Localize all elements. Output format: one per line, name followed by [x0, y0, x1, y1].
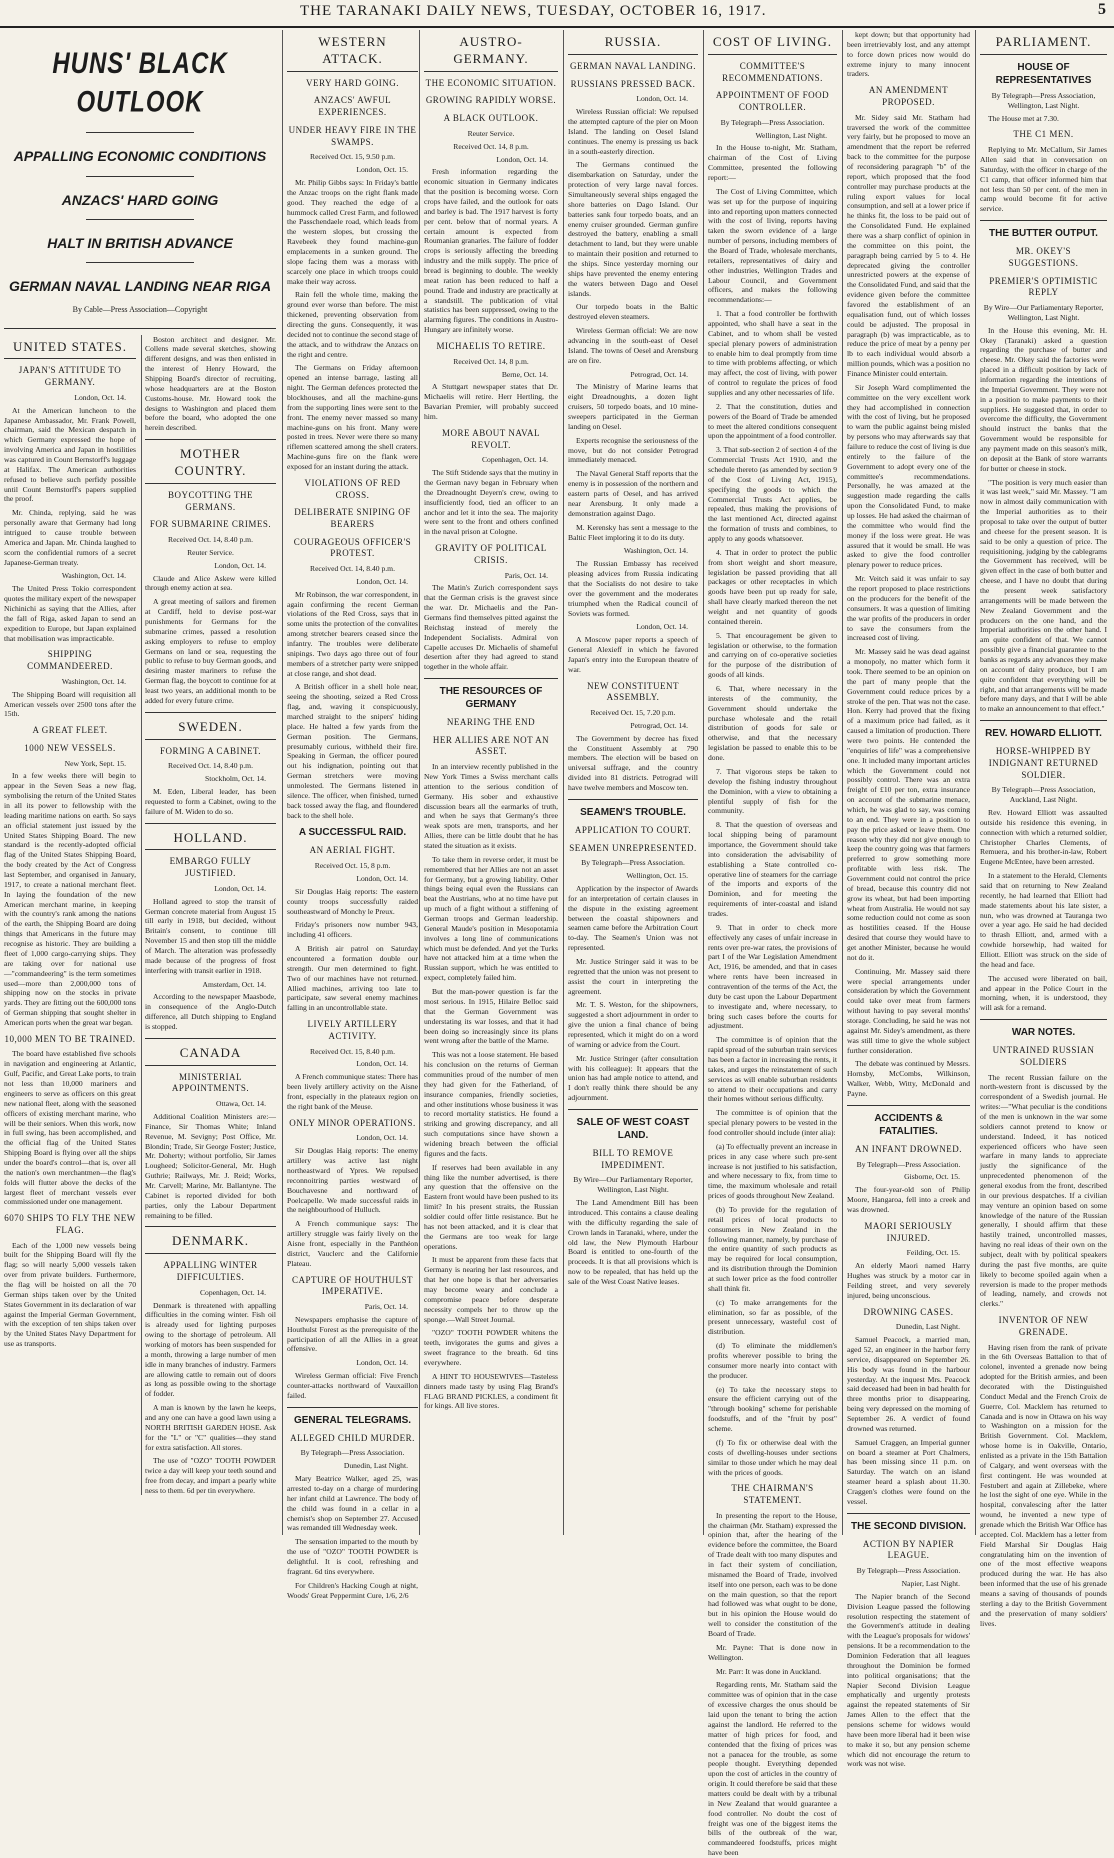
- main-headline: HUNS' BLACK OUTLOOK: [52, 46, 228, 120]
- paragraph: (f) To fix or otherwise deal with the costs of dwelling-houses under sections similar to those under which he may deal with the prices of goods.: [708, 1437, 837, 1477]
- paragraph: In an interview recently published in the New York Times a Swiss merchant calls attention to the serious condition of Germany. His sober and exhaustive discussion bears all the earmarks of truth, and when he says that Germany's three weak spots are men, transports, and her Allies, there can be little doubt that he has stated the situation as it exists.: [424, 762, 558, 851]
- paragraph: 2. That the constitution, duties and powers of the Board of Trade be amended to meet the altered conditions consequent upon the appointment of a food controller.: [708, 401, 837, 441]
- canada-heading: CANADA: [145, 1045, 276, 1066]
- mother-sub: BOYCOTTING THE GERMANS.: [167, 489, 254, 512]
- dateline: New York, Sept. 15.: [64, 758, 126, 768]
- russia-sub: GERMAN NAVAL LANDING.: [569, 60, 697, 71]
- accidents-sub: DROWNING CASES.: [863, 1306, 954, 1317]
- accidents-sub: MAORI SERIOUSLY INJURED.: [864, 1220, 953, 1243]
- mother-column: [141, 335, 276, 1495]
- paragraph: Holland agreed to stop the transit of German concrete material from August 15 till early in 1918, but decided, without Britain's consent, to continue till November 15 and then stop till the middle of March. The alteration was professedly made because of the progress of frost interfering with transit earlier in 1918.: [145, 896, 276, 975]
- paragraph: The Shipping Board will requisition all American vessels over 2500 tons after the 15th.: [4, 689, 136, 719]
- cost-sub: APPOINTMENT OF FOOD CONTROLLER.: [715, 90, 830, 112]
- austro-sub: GROWING RAPIDLY WORSE.: [425, 95, 557, 106]
- page-number: 5: [1098, 1, 1106, 18]
- paragraph: Wireless German official: Five French counter-attacks northward of Vauxaillon failed.: [287, 1371, 418, 1400]
- cost-sub: COMMITTEE'S RECOMMENDATIONS.: [722, 60, 823, 83]
- sweden-sub: FORMING A CABINET.: [159, 745, 262, 756]
- parliament-sub: PREMIER'S OPTIMISTIC REPLY: [989, 275, 1098, 298]
- accidents-sub: ACTION BY NAPIER LEAGUE.: [862, 1538, 955, 1561]
- elliott-heading: REV. HOWARD ELLIOTT.: [985, 728, 1102, 740]
- paragraph: A British air patrol on Saturday encountered a formation double our strength. Our men determined to fight. Two of our machines have not returned. Allied machines, arriving too late to participate, saw several enemy machines falling in an uncontrollable state.: [287, 944, 418, 1013]
- paragraph: Continuing, Mr. Massey said there were special arrangements under consideration by which the Government could take over meat from farmers without having to pay several months' storage. Concluding, he said he was not against Mr. Sidey's amendment, as there was still time to give the whole subject further consideration.: [847, 966, 970, 1055]
- advert-ozo: The sensation imparted to the mouth by the use of "OZO" TOOTH POWDER is delightful. It is cool, refreshing and fragrant. 6d tins everywhere.: [287, 1537, 418, 1576]
- received-line: Received Oct. 15, 7.20 p.m.: [590, 708, 676, 718]
- austro-sub: GRAVITY OF POLITICAL CRISIS.: [435, 543, 547, 565]
- paragraph: It must be apparent from these facts that Germany is nearing her last resources, and that her one hope is that her adversaries may become weary and conclude a compromise peace before desperate necessity compels her to throw up the sponge.—Wall Street Journal.: [424, 1255, 558, 1324]
- dateline: Napier, Last Night.: [901, 1578, 960, 1588]
- resources-heading: THE RESOURCES OF GERMANY: [439, 686, 543, 711]
- dateline: Wellington, Last Night.: [755, 130, 827, 140]
- paragraph: The committee is of opinion that the rapid spread of the suburban train services has been a factor in increasing the rents, it takes, and urges the reinstatement of such services as will enable suburban residents to attend to their occupations and carry their homes without serious difficulty.: [708, 1035, 837, 1104]
- dateline: Gisborne, Oct. 15.: [904, 1172, 960, 1182]
- advert-garden-hose: A man is known by the lawn he keeps, and any one can have a good lawn using a NORTH BRITISH GARDEN HOSE. Ask for the "L" or "C" qualities—they stand for extra satisfaction. All stores.: [145, 1403, 276, 1452]
- dateline: London, Oct. 14.: [356, 1358, 408, 1368]
- paragraph: The four-year-old son of Philip Moore, Hangaroa, fell into a creek and was drowned.: [847, 1185, 970, 1215]
- paragraph: kept down; but that opportunity had been irretrievably lost, and any attempt to force down prices now would do extreme injury to many innocent traders.: [847, 30, 970, 79]
- dateline: Paris, Oct. 14.: [364, 1301, 408, 1311]
- received-line: Received Oct. 15, 8 p.m.: [314, 861, 391, 871]
- paragraph: If reserves had been available in any thing like the number advertised, is there any question that the offensive on the Eastern front would have been pushed to its limit? In his present straits, the Russian soldier could offer little resistance. But he has not been attacked, and it is clear that the Germans are too weak for large operations.: [424, 1162, 558, 1251]
- us-column: [4, 335, 136, 1495]
- russia-sub: RUSSIANS PRESSED BACK.: [570, 78, 696, 89]
- paragraph: Mary Beatrice Walker, aged 25, was arrested to-day on a charge of murdering her infant child at Lawrence. The body of the child was found in a cellar in a chemist's shop on September 27. Accused was remanded till Wednesday week.: [287, 1474, 418, 1533]
- paragraph: 8. That the question of overseas and local shipping being of paramount importance, the Government should take into consideration the advisability of establishing a State controlled co-operative line of steamers for the carriage of the imports and exports of the Dominion, and for meeting the requirements of inter-coastal and island trades.: [708, 820, 837, 918]
- house-heading: HOUSE OF REPRESENTATIVES: [995, 61, 1092, 86]
- dateline: London, Oct. 14.: [74, 392, 126, 402]
- general-telegrams-heading: GENERAL TELEGRAMS.: [293, 1414, 412, 1426]
- paragraph: Mr. Philip Gibbs says: In Friday's battle the Anzac troops on the right flank made good. They reached the edge of a hummock called Crest Farm, and followed the Passchendaele road, which leads from the western slopes, but crossing the Ravebeek they found machine-gun emplacements in a sunken ground. The slope facing them was a morass with scarcely one place in which troops could make their way across.: [287, 177, 418, 286]
- paragraph: Samuel Peacock, a married man, aged 52, an engineer in the harbor ferry service, disappeared on September 26. His body was found in the harbour yesterday. At the inquest Mrs. Peacock said deceased had been in bad health for three months prior to disappearing, being very depressed on the morning of September 26. A verdict of found drowned was returned.: [847, 1335, 970, 1433]
- us-sub-fleet: A GREAT FLEET.: [32, 725, 108, 736]
- paragraph: 9. That in order to check more effectively any cases of unfair increase in rents over pre-war rates, the provisions of part I of the War Legislation Amendment Act, 1916, be amended, and that in cases where rents have been increased in contravention of the terms of the Act, the duty be cast upon the Labour Department to investigate and, where necessary, to bring such cases before the courts for adjustment.: [708, 922, 837, 1031]
- paragraph: Having risen from the rank of private in the 6th Overseas Battalion to that of colonel, invented a grenade now being adopted for the British armies, and been decorated with the Distinguished Conduct Medal and the French Croix de Guerre, Col. Macklem has returned to Canada and is now in Ottawa on his way to Washington on a mission for the British Government. Col. Macklem, whose home is in Oakville, Ontario, enlisted as a private in the 15th Battalion of Calgary, and went overseas with the first contingent. He was wounded at Festubert and again at Zillebeke, where he lost the sight of one eye. While in the hospital, convalescing after the latter wound, he invented a new type of grenade which the British War Office has accepted. Col. Macklem has a letter from Field Marshal Sir Douglas Haig congratulating him on the invention of one of the most effective weapons produced during the war. He has also been informed that the use of his grenade means a saving of thousands of pounds sterling a day to the British Government and the preservation of many soldiers' lives.: [980, 1342, 1107, 1628]
- credit-line: By Telegraph—Press Association, Auckland, Last Night.: [991, 785, 1096, 805]
- dateline: London, Oct. 14.: [214, 560, 266, 570]
- parliament-sub: MR. OKEY'S SUGGESTIONS.: [1008, 246, 1079, 268]
- dateline: London, Oct. 14.: [356, 874, 408, 884]
- paragraph: The committee is of opinion that the special plenary powers to be vested in the food controller should include (inter alia):: [708, 1108, 837, 1137]
- received-line: Received Oct. 15, 8.40 p.m.: [310, 1046, 395, 1056]
- western-sub: VIOLATIONS OF RED CROSS.: [304, 477, 401, 500]
- western-sub: VERY HARD GOING.: [306, 77, 399, 88]
- cost-sub: THE CHAIRMAN'S STATEMENT.: [731, 1483, 814, 1506]
- seamen-sub: APPLICATION TO COURT.: [574, 824, 692, 835]
- credit-line: By Telegraph—Press Association.: [720, 117, 825, 127]
- dateline: Wellington, Oct. 15.: [626, 871, 688, 881]
- paragraph: The Cost of Living Committee, which was set up for the purpose of inquiring into and reporting upon matters connected with the cost of living, reports having taken the sworn evidence of a large number of persons, including members of the Board of Trade, wholesale merchants, retailers, representatives of dairy and other industries, Wellington Trades and Labour Council, and Government officers, and makes the following recommendations:—: [708, 186, 837, 305]
- credit-line: By Wire—Our Parliamentary Reporter, Wellington, Last Night.: [573, 1175, 693, 1195]
- raid-heading: A SUCCESSFUL RAID.: [298, 827, 407, 839]
- masthead: [0, 0, 1114, 28]
- paragraph: A French communique states: There has been lively artillery activity on the Aisne front, especially in the plateaux region on the right bank of the Meuse.: [287, 1072, 418, 1111]
- paragraph: The Matin's Zurich correspondent says that the German crisis is the gravest since the war. Dr. Michaelis and the Pan-Germans find themselves pitted against the Reichstag instead of merely the Independent Socialists. Admiral von Capelle accuses Dr. Michaelis of shameful desertion after they had agreed to stand together in the whole affair.: [424, 583, 558, 672]
- paragraph: Mr. Chinda, replying, said he was personally aware that Germany had long intrigued to cause trouble between America and Japan. Mr. Chinda laughed to scorn the confidential rumors of a secret Japanese-German treaty.: [4, 508, 136, 567]
- paragraph: In a statement to the Herald, Clements said that on returning to New Zealand recently, he had learned that Elliott had made statements about his late sister, a nun, who was drowned at Tauranga two over a year ago. He said he had decided to thrash Elliott, and, armed with a cowhide horsewhip, had waited for Elliott. Elliott was struck on the side of the head and face.: [980, 871, 1107, 969]
- paragraph: This was not a loose statement. He based his conclusion on the returns of German communities proud of the number of men they had given for the Fatherland, of insurance companies, friendly societies, and other institutions whose business it was to record mortality statistics. He found a striking and growing discrepancy, and all such computations since have shown a widening breach between the official figures and the facts.: [424, 1050, 558, 1158]
- paragraph: "The position is very much easier than it was last week," said Mr. Massey. "I am now in almost daily communication with the Imperial authorities as to their proposal to take over the output of butter and cheese for the present season. It is said to be only a question of price. The requisitioning, judging by the cablegrams the Government has received, will be given effect in the case of both butter and cheese, and I have no doubt that during the present week satisfactory arrangements will be made between the New Zealand Government and the producers on the one hand, and the Imperial authorities on the other hand. I am quite confident of that. We cannot possibly give a financial guarantee to the banks as regards any advances they make on account of dairy produce, but I am quite confident that everything will be right, and that arrangements will be made before many days, and that I will be able to make an announcement to that effect.": [980, 477, 1107, 714]
- received-line: Received Oct. 14, 8.40 p.m.: [310, 563, 395, 573]
- paragraph: Mr Robinson, the war correspondent, in again confirming the recent German violations of the Red Cross, says that in some units the protection of the convalites among stretcher bearers ceased since the infantry. The troubles were deliberate snipings. Two days ago three out of four members of a stretcher party were snipped at close range, and shot dead.: [287, 589, 418, 678]
- dateline: Petrograd, Oct. 14.: [630, 369, 688, 379]
- paragraph: 4. That in order to protect the public from short weight and short measure, legislation be passed providing that all packages or other receptacles in which goods have been put up ready for sale, shall have clearly marked thereon the net weight and net quantity of goods contained therein.: [708, 547, 837, 626]
- russia-sub: NEW CONSTITUENT ASSEMBLY.: [586, 680, 680, 703]
- paragraph: Rev. Howard Elliott was assaulted outside his residence this evening, in connection with which a returned soldier, Christopher Charles Clements, of Remuera, and his brother-in-law, Robert Eugene McEntee, have been arrested.: [980, 807, 1107, 867]
- austro-sub: A BLACK OUTLOOK.: [443, 113, 539, 124]
- paragraph: The United Press Tokio correspondent quotes the military expert of the newspaper Nichinichi as saying that the Allies, after the fall of Riga, asked Japan to send an expedition to Europe, but Japan explained that mobilisation was impracticable.: [4, 584, 136, 643]
- dateline: Dunedin, Last Night.: [895, 1322, 960, 1332]
- dateline: London, Oct. 14.: [214, 883, 266, 893]
- paragraph: Experts recognise the seriousness of the move, but do not consider Petrograd immediately menaced.: [568, 435, 698, 465]
- holland-sub: EMBARGO FULLY JUSTIFIED.: [169, 856, 252, 879]
- paragraph: The board have established five schools in navigation and engineering at Atlantic, Gulf, Pacific, and Great Lake ports, to train not less than 10,000 mariners and engineers to serve as officers on this great new national fleet, along with the seasoned officers of existing merchant marine, who will be their seniors. When this work, now in full swing, has been accomplished, and the official flag of the United States Shipping Board is flying over all the ships under the board's control—that is, over all the nation's own merchantmen—the flag's folds will flutter above the decks of the largest fleet of merchant vessels ever commissioned under one management.: [4, 1049, 137, 1207]
- paragraph: (e) To take the necessary steps to ensure the efficient carrying out of the "through booking" scheme for perishable foodstuffs, and of the "fruit by post" scheme.: [708, 1384, 837, 1434]
- dateline: London, Oct. 14.: [636, 94, 688, 104]
- paragraph: Wireless German official: We are now advancing in the south-east of Oesel Island. The towns of Oesel and Arensburg are on fire.: [568, 326, 698, 365]
- western-heading: WESTERN ATTACK.: [287, 34, 418, 72]
- dateline: London, Oct. 14.: [356, 1133, 408, 1143]
- paragraph: The Ministry of Marine learns that eight Dreadnoughts, a dozen light cruisers, 50 torpedo boats, and 10 mine-sweepers participated in the German landing on Oesel.: [568, 382, 698, 431]
- austro-sub: NEARING THE END: [446, 717, 536, 728]
- paragraph: The Naval General Staff reports that the enemy is in possession of the northern and eastern parts of Oesel, and has arrived near Arensburg. It only made a demonstration against Dago.: [568, 469, 698, 518]
- western-sub: LIVELY ARTILLERY ACTIVITY.: [307, 1019, 398, 1041]
- amendment-sub: AN AMENDMENT PROPOSED.: [868, 85, 949, 107]
- sweden-heading: SWEDEN.: [145, 719, 276, 740]
- paragraph: Mr. Justice Stringer (after consultation with his colleague): It appears that the union has had ample notice to attend, and I don't really think there should be any adjournment.: [568, 1053, 698, 1103]
- parliament-sub: INVENTOR OF NEW GRENADE.: [998, 1315, 1089, 1337]
- paragraph: Claude and Alice Askew were killed through enemy action at sea.: [145, 573, 276, 593]
- russia-column: [563, 30, 702, 1535]
- western-sub: UNDER HEAVY FIRE IN THE SWAMPS.: [288, 124, 417, 147]
- accidents-heading: ACCIDENTS & FATALITIES.: [874, 1112, 943, 1137]
- paragraph: Application by the inspector of Awards for an interpretation of certain clauses in the dispute in the existing agreement between the coastal shipowners and seamen came before the Arbitration Court to-day. The Seamen's Union was not represented.: [568, 884, 698, 953]
- paragraph: The accused were liberated on bail, and appear in the Police Court in the morning, when, it is understood, they will ask for a remand.: [980, 973, 1107, 1013]
- parliament-sub: HORSE-WHIPPED BY INDIGNANT RETURNED SOLDIER.: [988, 746, 1099, 780]
- western-sub: CAPTURE OF HOUTHULST IMPERATIVE.: [291, 1274, 413, 1297]
- paragraph: 6. That, where necessary in the interests of the community, the Government should undertake the purchase wholesale and the retail distribution of goods for sale or otherwise, and that the necessary legislation be passed to enable this to be done.: [708, 684, 837, 763]
- cable-credit: By Cable—Press Association—Copyright: [72, 305, 208, 315]
- received-line: Received Oct. 14, 8 p.m.: [453, 356, 529, 366]
- us-heading: UNITED STATES.: [4, 339, 136, 360]
- paragraph: In the House this evening, Mr. H. Okey (Taranaki) asked a question regarding the purchase of butter and cheese. Mr. Okey said the factories were placed in a difficult position by lack of information regarding the intentions of the Imperial Government. They were not in a position to make payments to their suppliers. He suggested that, in order to overcome the difficulty, the Government should instruct the banks that the Government would be responsible for any payment made on this season's milk, on deposit at the Bank of store warrants for butter or cheese in stock.: [980, 325, 1107, 473]
- us-sub-vessels: 1000 NEW VESSELS.: [24, 742, 116, 753]
- paragraph: In presenting the report to the House, the chairman (Mr. Statham) expressed the opinion that, after the hearing of the evidence before the committee, the Board of Trade dealt with too many disputes and in fact their system of conciliation, misnamed the Board of Trade, involved itself into one person, each was to be done on the main question, so that the report had followed was what ought to be done, but in his opinion the House would do well to consider the constitution of the Board of Trade.: [708, 1510, 837, 1639]
- masthead-title: THE TARANAKI DAILY NEWS, TUESDAY, OCTOBER 16, 1917.: [300, 3, 767, 19]
- butter-heading: THE BUTTER OUTPUT.: [989, 228, 1098, 240]
- paragraph: Friday's prisoners now number 943, including 41 officers.: [287, 920, 418, 940]
- paragraph: The Stift Stidende says that the mutiny in the German navy began in February when the Dreadnought Deyern's crew, owing to insufficiently food, tied an officer to an anchor and let it into the sea. The majority were sent to the front and others confined in the naval prison at Cologne.: [424, 468, 558, 537]
- credit-line: By Telegraph—Press Association.: [856, 1566, 961, 1576]
- dateline: London, Oct. 14.: [356, 576, 408, 586]
- mother-sub2: FOR SUBMARINE CRIMES.: [149, 519, 272, 530]
- austro-sub: THE ECONOMIC SITUATION.: [425, 77, 557, 88]
- paragraph: (a) To effectually prevent an increase in prices in any case where such pre-sent increase is not justified to his satisfaction, and where necessary to fix, from time to time, the maximum wholesale and retail prices of goods throughout New Zealand.: [708, 1141, 837, 1201]
- paragraph: Our torpedo boats in the Baltic destroyed eleven steamers.: [568, 302, 698, 322]
- austro-heading: AUSTRO-GERMANY.: [424, 34, 558, 72]
- paragraph: M. Eden, Liberal leader, has been requested to form a Cabinet, owing to the failure of M. Widen to do so.: [145, 787, 276, 816]
- us-sub-men: 10,000 MEN TO BE TRAINED.: [4, 1033, 136, 1044]
- paragraph: The House met at 7.30.: [988, 113, 1059, 123]
- paragraph: Denmark is threatened with appalling difficulties in the coming winter. Fish oil is already used for lighting purposes owing to the shortage of petroleum. All working of motors has been suspended for a month, throwing a large number of men idle in many branches of industry. Farmers are allowing cattle to remain out of doors as long as possible owing to the shortage of fodder.: [145, 1300, 276, 1399]
- dateline: Copenhagen, Oct. 14.: [199, 1287, 266, 1297]
- deck-naval: GERMAN NAVAL LANDING NEAR RIGA: [8, 277, 272, 294]
- paragraph: Mr. Sidey said Mr. Statham had traversed the work of the committee very fairly, but he proposed to move an amendment that the report be referred back to the committee for the purpose of reconsidering paragraph "b" of the report, which proposed that the food controller may purchase products at the ruling export values for local consumption, and sell at a lower price if he thinks fit, the loss to be paid out of the Consolidated Fund. He explained there was a sharp conflict of opinion in the committee on this point, the paragraph being carried by 5 to 4. He deprecated giving the controller unrestricted powers at the expense of the Consolidated Fund, and said that the evidence given before the committee favored the establishment of an equalisation fund, out of which losses could be adjusted. The proposal in paragraph (b) was impracticable, as to reduce the price of meat by a penny per lb to each individual would absorb a million pounds, which was a position no Finance Minister could entertain.: [847, 112, 970, 379]
- paragraph: M. Kerensky has sent a message to the Baltic Fleet imploring it to do its duty.: [568, 522, 698, 542]
- paragraph: To take them in reverse order, it must be remembered that her Allies are not an asset for Germany, but a growing liability. Other things being equal even the Russians can beat the Austrians, who at no time have put up much of a fight without a stiffening of German troops and German leadership. General Maude's position in Mesopotamia involves a long line of communications which must be defended. And yet the Turks have not attacked him at a time when the Russian support, which he was entitled to expect, completely failed him.: [424, 854, 558, 983]
- paragraph: Mr. Veitch said it was unfair to say the report proposed to place restrictions on the producers for the benefit of the consumers. It was a question of limiting the war profits of the producers in order to save the consumers from the increased cost of living.: [847, 574, 970, 643]
- us-sub-flag: 6070 SHIPS TO FLY THE NEW FLAG.: [4, 1213, 136, 1235]
- paragraph: Each of the 1,000 new vessels being built for the Shipping Board will fly the flag; so will nearly 5,000 vessels taken over from private builders. Furthermore, the flag will be hoisted on all the 70 German ships taken over by the United States Government in its declaration of war against the Imperial German Government, with the exception of ten ships taken over by the United States Navy Department for use as transports.: [4, 1240, 137, 1349]
- paragraph: Boston architect and designer. Mr. Collens made several sketches, showing different designs, and was then enlisted in the interest of Henry Howard, the Shipping Board's director of recruiting, whose headquarters are at the Boston Customs-house. Mr. Howard took the designs to Washington and placed them before the board, who adopted the one herein described.: [145, 334, 276, 433]
- dateline: Amsterdam, Oct. 14.: [202, 979, 266, 989]
- deck-economic: APPALLING ECONOMIC CONDITIONS: [13, 148, 267, 165]
- credit-line: By Telegraph—Press Association.: [856, 1159, 961, 1169]
- paragraph: Samuel Craggen, an Imperial gunner on board a steamer at Port Chalmers, has been missing since 11 p.m. on Saturday. The watch on an island steamer heard a splash about 11.30. Craggen's clothes were found on the vessel.: [847, 1437, 970, 1506]
- general-sub: ALLEGED CHILD MURDER.: [290, 1432, 415, 1443]
- canada-sub: MINISTERIAL APPOINTMENTS.: [171, 1071, 250, 1094]
- paragraph: A French communique says: The artillery struggle was fairly lively on the Aisne front, especially in the Panthéon district, Vauclerc and the Californie Plateau.: [287, 1219, 418, 1268]
- paragraph: (c) To make arrangements for the elimination, so far as possible, of the present unnecessary, wasteful cost of distribution.: [708, 1297, 837, 1337]
- holland-heading: HOLLAND.: [145, 830, 276, 851]
- austro-sub: MICHAELIS TO RETIRE.: [436, 341, 546, 352]
- denmark-heading: DENMARK.: [145, 1233, 276, 1254]
- paragraph: According to the newspaper Maasbode, in consequence of the Anglo-Dutch difference, all Dutch shipping to England is stopped.: [145, 992, 276, 1032]
- paragraph: The Germans continued the disembarkation on Saturday, under the protection of very large naval forces. Simultaneously several ships engaged the shore batteries on Dago Island. Our batteries sank four torpedo boats, and an enemy cruiser grounded. German gunfire destroyed the battery, enabling a small detachment to land, but they were unable to maintain their position and returned to the ships. Since yesterday morning our ships have prevented the enemy entering the waters between Dago and Oesel islands.: [568, 160, 698, 298]
- advert-pickles: A HINT TO HOUSEWIVES—Tasteless dinners made tasty by using Flag Brand's FLAG BRAND PICKLES, a condiment fit for kings. All live stores.: [424, 1371, 558, 1411]
- received-line: Received Oct. 14, 8.40 p.m.: [168, 761, 253, 771]
- paragraph: Sir Joseph Ward complimented the committee on the very excellent work they had accomplished in connection with the cost of living, but he proposed to warn the public against being misled by persons who may afterwards say that failure to reduce the cost of living is due entirely to the failure of the Government to adopt every one of the committee's recommendations. Personally, he was amazed at the suggestion made regarding the calls upon the Consolidated Fund, to make up losses. He had asked the chairman of the committee who would find the money if the loss were great. He was assured that it would be small. He was asked to give the food controller plenary power to reduce prices.: [847, 382, 970, 570]
- western-column: [282, 30, 418, 1600]
- paragraph: The Napier branch of the Second Division League passed the following resolution respecting the statement of the Government's attitude in dealing with the League's proposals for widows' pensions. It be a recommendation to the Dominion Federation that all leagues throughout the Dominion be formed into political organisations; that the Napier Second Division League emphatically and urgently protests against the repeated statements of Sir James Allen to the effect that the pensions scheme for widows would have been more liberal had it been wise to make it so, but any pension scheme which did not encourage the return to work was not wise.: [847, 1591, 970, 1769]
- western-sub: COURAGEOUS OFFICER'S PROTEST.: [293, 536, 412, 559]
- us-sub-japan: JAPAN'S ATTITUDE TO GERMANY.: [18, 365, 122, 388]
- paragraph: Mr. T. S. Weston, for the shipowners, suggested a short adjournment in order to give the union a final chance of being represented, which it might do on a word of warning or advice from the Court.: [568, 1000, 698, 1049]
- paragraph: But the man-power question is far the most serious. In 1915, Hilaire Belloc said that the German Government was understating its war losses, and that it had been doing so increasingly since its plans went wrong after the battle of the Marne.: [424, 987, 558, 1046]
- western-sub: AN AERIAL FIGHT.: [309, 845, 396, 856]
- dateline: London, Oct. 15.: [356, 165, 408, 175]
- austro-column: [419, 30, 562, 1535]
- received-line: Received Oct. 14, 8.40 p.m.: [168, 534, 253, 544]
- dateline: London, Oct. 14.: [496, 154, 548, 164]
- paragraph: Fresh information regarding the economic situation in Germany indicates that the position is becoming worse. Corn crops have failed, and the outlook for oats and barley is bad. The 1917 harvest is forty per cent. below that of normal years. A certain amount is expected from Roumanian granaries. The failure of fodder crops is seriously affecting the breeding industry and the milk supply. The price of bread is beginning to double. The weekly meat ration has been reduced to half a pound. Trade and industry are practically at a standstill. The publication of vital statistics has been suppressed, owing to the alarming figures. The conditions in Austro-Hungary are infinitely worse.: [424, 167, 558, 335]
- paragraph: Rain fell the whole time, making the ground ever worse than before. The mist thickened, preventing observation from directing the guns. Consequently, it was decided not to continue the second stage of the attack, and to withdraw the Anzacs on the right and centre.: [287, 290, 418, 359]
- dateline: Feilding, Oct. 15.: [906, 1248, 960, 1258]
- parliament-sub: UNTRAINED RUSSIAN SOLDIERS: [992, 1045, 1095, 1067]
- paragraph: A Stuttgart newspaper states that Dr. Michaelis will retire. Herr Hertling, the Bavarian Premier, will probably succeed him.: [424, 382, 558, 422]
- dateline: Washington, Oct. 14.: [61, 571, 126, 581]
- parliament-heading: PARLIAMENT.: [980, 34, 1107, 55]
- austro-sub: MORE ABOUT NAVAL REVOLT.: [441, 427, 541, 450]
- paragraph: Regarding rents, Mr. Statham said the committee was of opinion that in the case of excessive charges the onus should be laid upon the tenant to bring the action against the landlord. He referred to the matter of high prices for food, and contended that the fixing of prices was not a panacea for the trouble, as some people thought. Everything depended upon the cost of articles in the country of origin. It could therefore be said that these matters could be dealt with by a tribunal in New Zealand that would guarantee a food controller. No doubt the cost of freight was one of the biggest items the bills of the outbreak of the war, commandeered foodstuffs, prices might have been: [708, 1680, 837, 1858]
- paragraph: The Germans on Friday afternoon opened an intense barrage, lasting all night. The German defences protected the blockhouses, and all the machine-guns from the supporting lines were sent to the front. The enemy never massed so many machine-guns on his front. Many were posted in trees. Never were there so many riflemen scattered among the shell craters. Machine-guns fire on the flank were exposed for an instant during the attack.: [287, 363, 418, 471]
- cost-heading: COST OF LIVING.: [708, 34, 837, 55]
- received-line: Received Oct. 14, 8 p.m.: [453, 141, 529, 151]
- parliament-sub: THE C1 MEN.: [1013, 129, 1074, 140]
- western-sub: ANZACS' AWFUL EXPERIENCES.: [313, 95, 392, 118]
- paragraph: 1. That a food controller be forthwith appointed, who shall have a seat in the Cabinet, and to whom shall be vested special plenary powers of administration to enable him to deal promptly from time to time with problems affecting, or which may affect, the cost of living, with power of control to regulate the prices of food supplies and any other necessaries of life.: [708, 309, 837, 397]
- advert-ozo: "OZO" TOOTH POWDER whitens the teeth, invigorates the gums and gives a sweet fragrance to the breath. 6d tins everywhere.: [424, 1328, 558, 1367]
- paragraph: In the House to-night, Mr. Statham, chairman of the Cost of Living Committee, presented the following report:—: [708, 143, 837, 182]
- second-division-heading: THE SECOND DIVISION.: [850, 1520, 966, 1532]
- paragraph: An elderly Maori named Harry Hughes was struck by a motor car in Feilding street, and very severely injured, being unconscious.: [847, 1261, 970, 1300]
- paragraph: Mr. Parr: It was done in Auckland.: [716, 1666, 822, 1676]
- us-sub-shipping: SHIPPING COMMANDEERED.: [27, 649, 113, 672]
- dateline: Copenhagen, Oct. 14.: [481, 455, 548, 465]
- paragraph: At the American luncheon to the Japanese Ambassador, Mr. Frank Powell, chairman, said the Mexican despatch in which Germany expressed the hope of involving America and Japan in hostilities was captured in Count Bernstorff's luggage at Halifax. The American authorities refused to believe such perfidy possible until Count Bernstorff's papers supplied the proof.: [4, 405, 136, 504]
- paragraph: Sir Douglas Haig reports: The enemy artillery was active last night northeastward of Ypres. We repulsed reconnoitring parties westward of Bouchavesne and northward of Poelcapelle. We made successful raids in the neighbourhood of Hulluch.: [287, 1146, 418, 1215]
- service-line: Reuter Service.: [187, 547, 234, 557]
- paragraph: 3. That sub-section 2 of section 4 of the Commercial Trusts Act 1910, and the schedule thereto (as amended by section 9 of the Cost of Living Act, 1915), specifying the goods to which the Commercial Trusts Act applies, be repealed, thus making the provisions of the last mentioned Act, directed against the formation of trusts and combines, to apply to any goods whatsoever.: [708, 445, 837, 544]
- seamen-sub: SEAMEN UNREPRESENTED.: [569, 842, 697, 853]
- credit-line: By Telegraph—Press Association.: [581, 858, 685, 868]
- dateline: Stockholm, Oct. 14.: [205, 774, 266, 784]
- paragraph: Mr. Justice Stringer said it was to be regretted that the union was not present to assist the court in interpreting the agreement.: [568, 957, 698, 996]
- dateline: London, Oct. 14.: [636, 622, 688, 632]
- advert-cough: For Children's Hacking Cough at night, Woods' Great Peppermint Cure, 1/6, 2/6: [287, 1580, 418, 1600]
- accidents-column: [842, 30, 974, 1769]
- service-line: Reuter Service.: [467, 128, 515, 138]
- paragraph: The Government by decree has fixed the Constituent Assembly at 790 members. The election will be based on universal suffrage, and the country divided into 81 districts. Petrograd will have twelve members and Moscow ten.: [568, 733, 698, 793]
- paragraph: Additional Coalition Ministers are:—Finance, Sir Thomas White; Inland Revenue, M. Sevigny; Post Office, Mr. Blondin; Trade, Sir George Foster; Justice, Mr. Doherty; without portfolio, Sir James Lougheed; Solicitor-General, Mr. Hugh Guthrie; Railways, Mr. J. Reid; Works, Mr. Carvell; Marine, Mr. Ballantyne. The Cabinet is reported divided for both parties, only the Labour Department remaining to be filled.: [145, 1112, 276, 1220]
- paragraph: The Land Amendment Bill has been introduced. This contains a clause dealing with the difficulty regarding the sale of Crown lands in Taranaki, where, under the old law, the New Plymouth Harbour Board is entitled to one-fourth of the proceeds. It is that all provisions which is now to be repealed, that has held up the sale of the West Coast Native leases.: [568, 1198, 698, 1287]
- deck-halt: HALT IN BRITISH ADVANCE: [47, 234, 233, 251]
- cost-column: [703, 30, 841, 1858]
- credit-line: By Telegraph—Press Association.: [300, 1448, 405, 1458]
- paragraph: In a few weeks there will begin to appear in the Seven Seas a new flag, symbolising the return of the United States in all its power to fellowship with the leading maritime nations on earth. So says an official statement just issued by the United States Shipping Board. The new standard is the recently-adopted official flag of the United States Shipping Board, the body created by the Act of Congress last September, and organised in January, 1917, to create a national merchant fleet. In laying the foundation of the new American merchant marine, in keeping with the country's rank among the nations of the earth, the Shipping Board are doing things that Americans in the future may recognise as historic. They are building a fleet of 1,000 cargo-carrying ships. They are taking over for national use—"commandeering" is the term sometimes used—more than 2,000,000 tons of shipping now on the stocks in private yards. They are fitting out the 600,000 tons of German shipping that sought shelter in American ports when the great war began.: [4, 771, 136, 1027]
- deck-anzacs: ANZACS' HARD GOING: [61, 191, 219, 208]
- paragraph: A great meeting of sailors and firemen at Cardiff, held to devise post-war punishments for Germans for the submarine crimes, passed a resolution asking employers to refuse to employ Germans on land or sea, requesting the public to refuse to buy German goods, and desiring master mariners to refuse the German flag, the boycott to continue for at least two years, an additional month to be added for every future crime.: [145, 597, 276, 705]
- seamen-heading: SEAMEN'S TROUBLE.: [580, 806, 686, 818]
- western-sub: ONLY MINOR OPERATIONS.: [289, 1117, 416, 1128]
- paragraph: (b) To provide for the regulation of retail prices of local products to consumers in New Zealand in the following manner, namely, by purchase of the entire quantity of such products as may be required for local consumption, and its distribution through the Dominion at such lower price as the food controller shall think fit.: [708, 1205, 837, 1293]
- mother-heading: MOTHER COUNTRY.: [145, 446, 276, 484]
- received-line: Received Oct. 15, 9.50 p.m.: [310, 152, 395, 162]
- left-block: [4, 30, 276, 1535]
- advert-ozo: The use of "OZO" TOOTH POWDER twice a day will keep your teeth sound and free from decay, and impart a pearly white ness to them. 6d per tin everywhere.: [145, 1456, 276, 1496]
- dateline: Ottawa, Oct. 14.: [216, 1099, 266, 1109]
- dateline: Washington, Oct. 14.: [61, 676, 126, 686]
- paragraph: (d) To eliminate the middlemen's profits wherever possible to bring the consumer more nearly into contact with the producer.: [708, 1341, 837, 1380]
- paragraph: The recent Russian failure on the north-western front is discussed by the correspondent of a Swedish journal. He writes:—"What peculiar is the conditions of the men is unknown in the war some soldiers cannot pretend to know or understand. Indeed, it has noticed experienced officers who have seen warfare in many lands to appreciate justly the significance of the unprecedented phenomenon of the general exodus from the front, described in our previous despatches. If a civilian may venture an opinion based on some knowledge of the nature of the Russian generally, I should affirm that these hastily trained, uncontrolled masses, having no real ideas of their own on the subject, dealt with by political speakers during the past five months, are quite likely to become spoiled again when a reversion is made to the proper methods of leading, namely, and crowds not clerks.": [980, 1072, 1107, 1309]
- paragraph: Mr. Payne: That is done now in Wellington.: [708, 1642, 837, 1662]
- paragraph: Mr. Massey said he was dead against a monopoly, no matter which form it took. There seemed to be an opinion on the part of many people that the Government could reduce prices by a stroke of the pen. That was not the case. Hon. Kerry had proved that the fixing of a maximum price had failed, as it caused a limitation of production. There were two points. He contended the "enquiries of life" was a comprehensive one. It included many important articles which the Government could not possibly control. There was an extra freight of £10 per ton, extra insurance on account of the submarine menace, which, he was glad to say, was coming to an end. They were in a position to pay the price asked or leave them. One reason why they did not give enough to keep the country going was that farmers preferred to grow something more profitable with less risk. The Government could not control the price of bread, because this country did not grow its wheat, but had been importing wheat from Australia. He would not say some reduction could not come as soon as hostilities ceased. If the House desired that course they would have to get another Minister, because he would not do it.: [847, 647, 970, 962]
- paragraph: Wireless Russian official: We repulsed the attempted capture of the pier on Moon Island. The landing on Oesel Island continues. The enemy is pressing us back in a south-easterly direction.: [568, 107, 698, 156]
- paragraph: Newspapers emphasise the capture of Houthulst Forest as the prerequisite of the participation of all the Allies in a great offensive.: [287, 1314, 418, 1354]
- dateline: Paris, Oct. 14.: [504, 570, 548, 580]
- seamen-sub: BILL TO REMOVE IMPEDIMENT.: [592, 1148, 674, 1170]
- paragraph: 7. That vigorous steps be taken to develop the fishing industry throughout the Dominion, with a view to obtaining a plentiful supply of fish for the community.: [708, 766, 837, 816]
- paragraph: Replying to Mr. McCallum, Sir James Allen said that in conversation on Saturday, with the officer in charge of the C1 camp, that officer informed him that not less than 50 per cent. of the men in camp would become fit for active service.: [980, 145, 1107, 214]
- paragraph: The debate was continued by Messrs. Hornsby, McCombs, Wilkinson, Walker, Webb, Witty, McDonald and Payne.: [847, 1059, 970, 1099]
- paragraph: A British officer in a shell hole near, seeing the shooting, seized a Red Cross flag, and, waving it conspicuously, marched straight to the snipers' hiding place. He halted a few yards from the German position. The Germans, presumably curious, withheld their fire. Speaking in German, the officer poured out his indignation, pointing out that German stretchers were moving unmolested. The Germans listened in silence. The officer, when finished, turned back tossed away the flag, and floundered back to the shell hole.: [287, 682, 418, 820]
- accidents-sub: AN INFANT DROWNED.: [855, 1143, 962, 1154]
- paragraph: The Russian Embassy has received pleasing advices from Russia indicating that the Socialists do not desire to take over the government and the moderates triumphed when the Radical council of Soviets was formed.: [568, 559, 698, 618]
- west-coast-heading: SALE OF WEST COAST LAND.: [576, 1117, 690, 1142]
- paragraph: 5. That encouragement be given to legislation or otherwise, to the formation and carrying on of co-operative societies for the purpose of the distribution of goods of all kinds.: [708, 630, 837, 680]
- austro-sub: HER ALLIES ARE NOT AN ASSET.: [432, 734, 550, 757]
- denmark-sub: APPALLING WINTER DIFFICULTIES.: [163, 1260, 258, 1283]
- dateline: London, Oct. 14.: [356, 1059, 408, 1069]
- dateline: Berne, Oct. 14.: [501, 369, 548, 379]
- dateline: Petrograd, Oct. 14.: [630, 720, 688, 730]
- war-notes-heading: WAR NOTES.: [1011, 1027, 1076, 1039]
- credit-line: By Wire—Our Parliamentary Reporter, Wellington, Last Night.: [983, 302, 1104, 322]
- parliament-column: [975, 30, 1111, 1628]
- russia-heading: RUSSIA.: [568, 34, 698, 55]
- dateline: Washington, Oct. 14.: [623, 546, 688, 556]
- paragraph: A Moscow paper reports a speech of General Alexieff in which he favored Japan's entry into the European theatre of war.: [568, 635, 698, 674]
- western-sub: DELIBERATE SNIPING OF BEARERS: [294, 507, 411, 529]
- dateline: Dunedin, Last Night.: [343, 1461, 408, 1471]
- paragraph: Sir Douglas Haig reports: The eastern county troops successfully raided southeastward of Monchy le Preux.: [287, 886, 418, 916]
- credit-line: By Telegraph—Press Association, Wellington, Last Night.: [991, 90, 1096, 110]
